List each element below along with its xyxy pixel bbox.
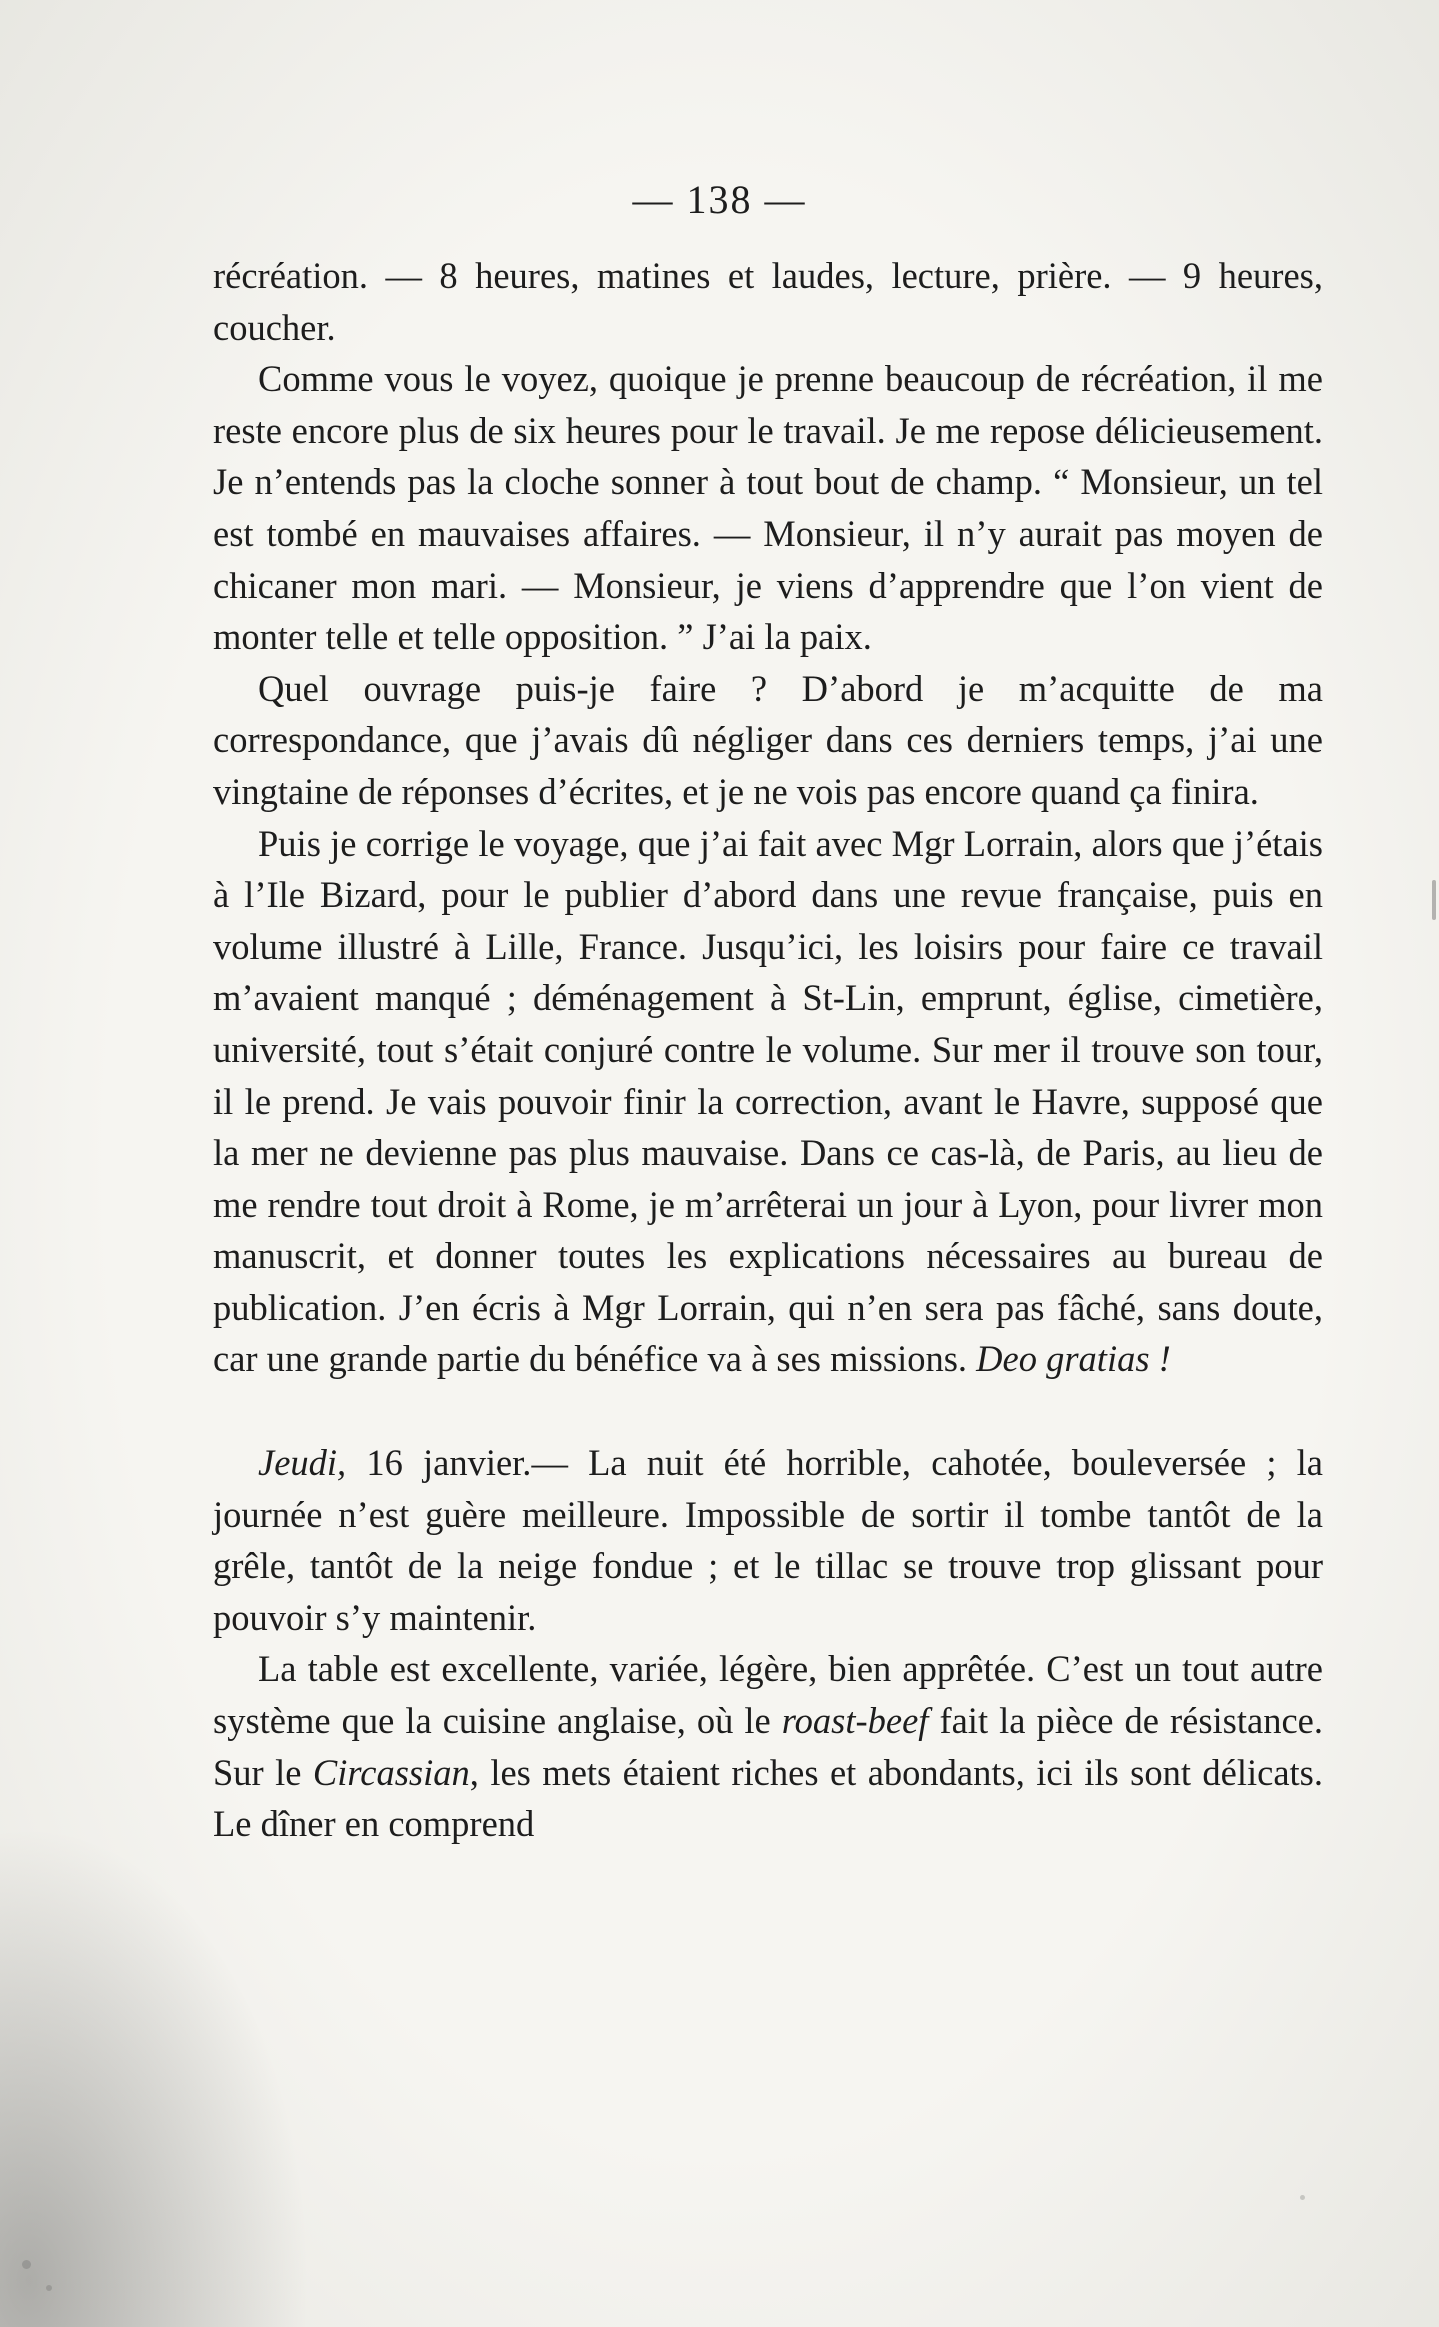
deo-gratias: Deo gratias ! xyxy=(976,1338,1171,1380)
ship-name: Circassian xyxy=(312,1751,470,1793)
entry-weekday: Jeudi, xyxy=(258,1442,347,1484)
paper-speck xyxy=(1432,880,1436,920)
paragraph-schedule-end: récréation. — 8 heures, matines et laudes, lecture, prière. — 9 heures, coucher. xyxy=(213,255,1323,348)
table-text-1: La table est excellente, variée, légère, bien apprêtée. C’est un tout autre système que la cuisine anglaise, où le xyxy=(213,1648,1323,1742)
paper-speck xyxy=(22,2260,31,2269)
paragraph-rest: Comme vous le voyez, quoique je prenne beaucoup de récréation, il me reste encore plus de six heures pour le travail. Je me repose délicieusement. Je n’entends pas la cloche sonner à tout bout de champ. “ Monsieur, un tel est tombé en mauvaises affaires. — Monsieur, il n’y aurait pas moyen de chicaner mon mari. — Monsieur, je viens d’apprendre que l’on vient de monter telle et telle opposition. ” J’ai la paix. xyxy=(213,358,1323,658)
paragraph-table xyxy=(213,1643,1323,1849)
paper-speck xyxy=(46,2285,52,2291)
table-text-2: fait la pièce de résistance. Sur le xyxy=(213,1700,1324,1793)
paragraph-voyage-text: Puis je corrige le voyage, que j’ai fait avec Mgr Lorrain, alors que j’étais à l’Ile Bizard, pour le publier d’abord dans une revue française, puis en volume illustré à Lille, France. Jusqu’ici, les loisirs pour faire ce travail m’avaient manqué ; déménagement à St-Lin, emprunt, église, cimetière, université, tout s’était conjuré contre le volume. Sur mer il trouve son tour, il le prend. Je vais pouvoir finir la correction, avant le Havre, supposé que la mer ne devienne pas plus mauvaise. Dans ce cas-là, de Paris, au lieu de me rendre tout droit à Rome, je m’arrêterai un jour à Lyon, pour livrer mon manuscrit, et donner toutes les explications nécessaires au bureau de publication. J’en écris à Mgr Lorrain, qui n’en sera pas fâché, sans doute, car une grande partie du bénéfice va à ses missions. xyxy=(213,822,1323,1380)
table-text-3: , les mets étaient riches et abondants, ici ils sont délicats. Le dîner en comprend xyxy=(213,1751,1323,1845)
page-body xyxy=(213,250,1323,1850)
diary-entry xyxy=(213,1437,1323,1643)
page-number: — 138 — xyxy=(632,177,807,222)
paragraph-correspondence: Quel ouvrage puis-je faire ? D’abord je m’acquitte de ma correspondance, que j’avais dû négliger dans ces derniers temps, j’ai une vingtaine de réponses d’écrites, et je ne vois pas encore quand ça finira. xyxy=(213,667,1323,812)
roast-beef-term: roast-beef xyxy=(781,1700,929,1742)
entry-text: — La nuit été horrible, cahotée, bouleversée ; la journée n’est guère meilleure. Impossible de sortir il tombe tantôt de la grêle, tantôt de la neige fondue ; et le tillac se trouve trop glissant pour pouvoir s’y maintenir. xyxy=(213,1442,1324,1638)
entry-day: 16 janvier. xyxy=(366,1442,532,1484)
paragraph-voyage xyxy=(213,818,1323,1386)
paper-speck xyxy=(1300,2195,1305,2200)
